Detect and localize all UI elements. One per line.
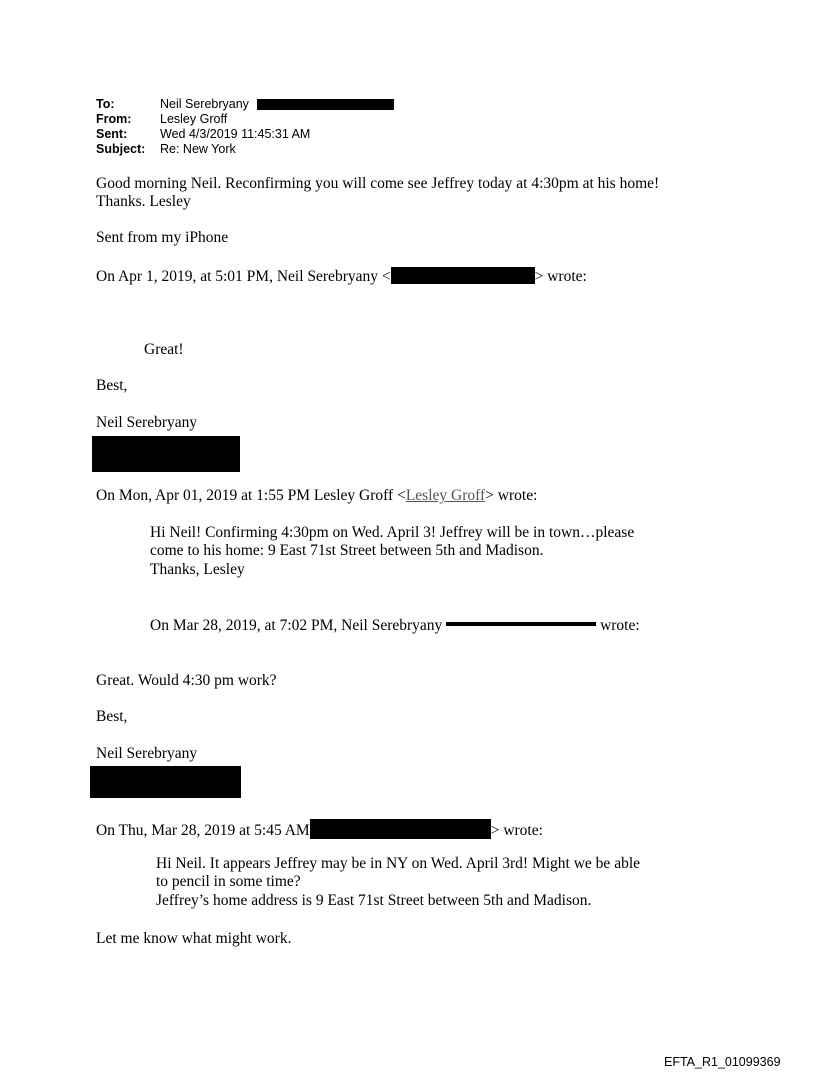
subject-label: Subject: [96,142,146,156]
message-line: Thanks. Lesley [96,193,191,210]
message-line: Let me know what might work. [96,930,292,947]
quote-intro [96,267,587,286]
message-line: Good morning Neil. Reconfirming you will come see Jeffrey today at 4:30pm at his home! [96,175,660,192]
signature: Sent from my iPhone [96,229,229,246]
redaction-box [257,99,394,110]
quote-intro-prefix: On Mon, Apr 01, 2019 at 1:55 PM Lesley Groff < [96,487,406,504]
quote-intro-suffix: > wrote: [490,822,543,839]
message-line: Great! [144,341,184,358]
redaction-box [92,436,240,472]
signature-name: Neil Serebryany [96,745,198,762]
message-line: come to his home: 9 East 71st Street between 5th and Madison. [150,542,544,559]
message-line: Jeffrey’s home address is 9 East 71st Street between 5th and Madison. [156,892,592,909]
redaction-box [90,766,241,798]
sent-label: Sent: [96,127,128,141]
quote-intro [150,617,640,635]
quote-intro-suffix: > wrote: [534,268,587,285]
signature-name: Neil Serebryany [96,414,198,431]
subject-value: Re: New York [160,142,236,156]
to-label: To: [96,97,115,111]
quote-intro [96,819,543,840]
document-id: EFTA_R1_01099369 [664,1055,781,1069]
quote-intro-suffix: > wrote: [485,487,538,504]
message-line: to pencil in some time? [156,873,301,890]
redaction-box [446,622,596,626]
quote-intro-prefix: On Mar 28, 2019, at 7:02 PM, Neil Serebryany [150,617,443,634]
message-line: Great. Would 4:30 pm work? [96,672,277,689]
quote-intro [96,487,537,505]
message-line: Hi Neil. It appears Jeffrey may be in NY on Wed. April 3rd! Might we be able [156,855,641,872]
redaction-box [310,819,491,839]
from-value: Lesley Groff [160,112,228,126]
to-value: Neil Serebryany [160,97,249,111]
message-line: Thanks, Lesley [150,561,245,578]
message-line: Best, [96,708,128,725]
quote-intro-prefix: On Thu, Mar 28, 2019 at 5:45 AM [96,822,310,839]
sent-value: Wed 4/3/2019 11:45:31 AM [160,127,311,141]
quote-intro-suffix: wrote: [600,617,640,634]
message-line: Best, [96,377,128,394]
from-label: From: [96,112,132,126]
redaction-box [391,267,535,284]
message-line: Hi Neil! Confirming 4:30pm on Wed. April 3! Jeffrey will be in town…please [150,524,635,541]
email-link[interactable]: Lesley Groff [405,487,486,504]
quote-intro-prefix: On Apr 1, 2019, at 5:01 PM, Neil Serebryany < [96,268,391,285]
